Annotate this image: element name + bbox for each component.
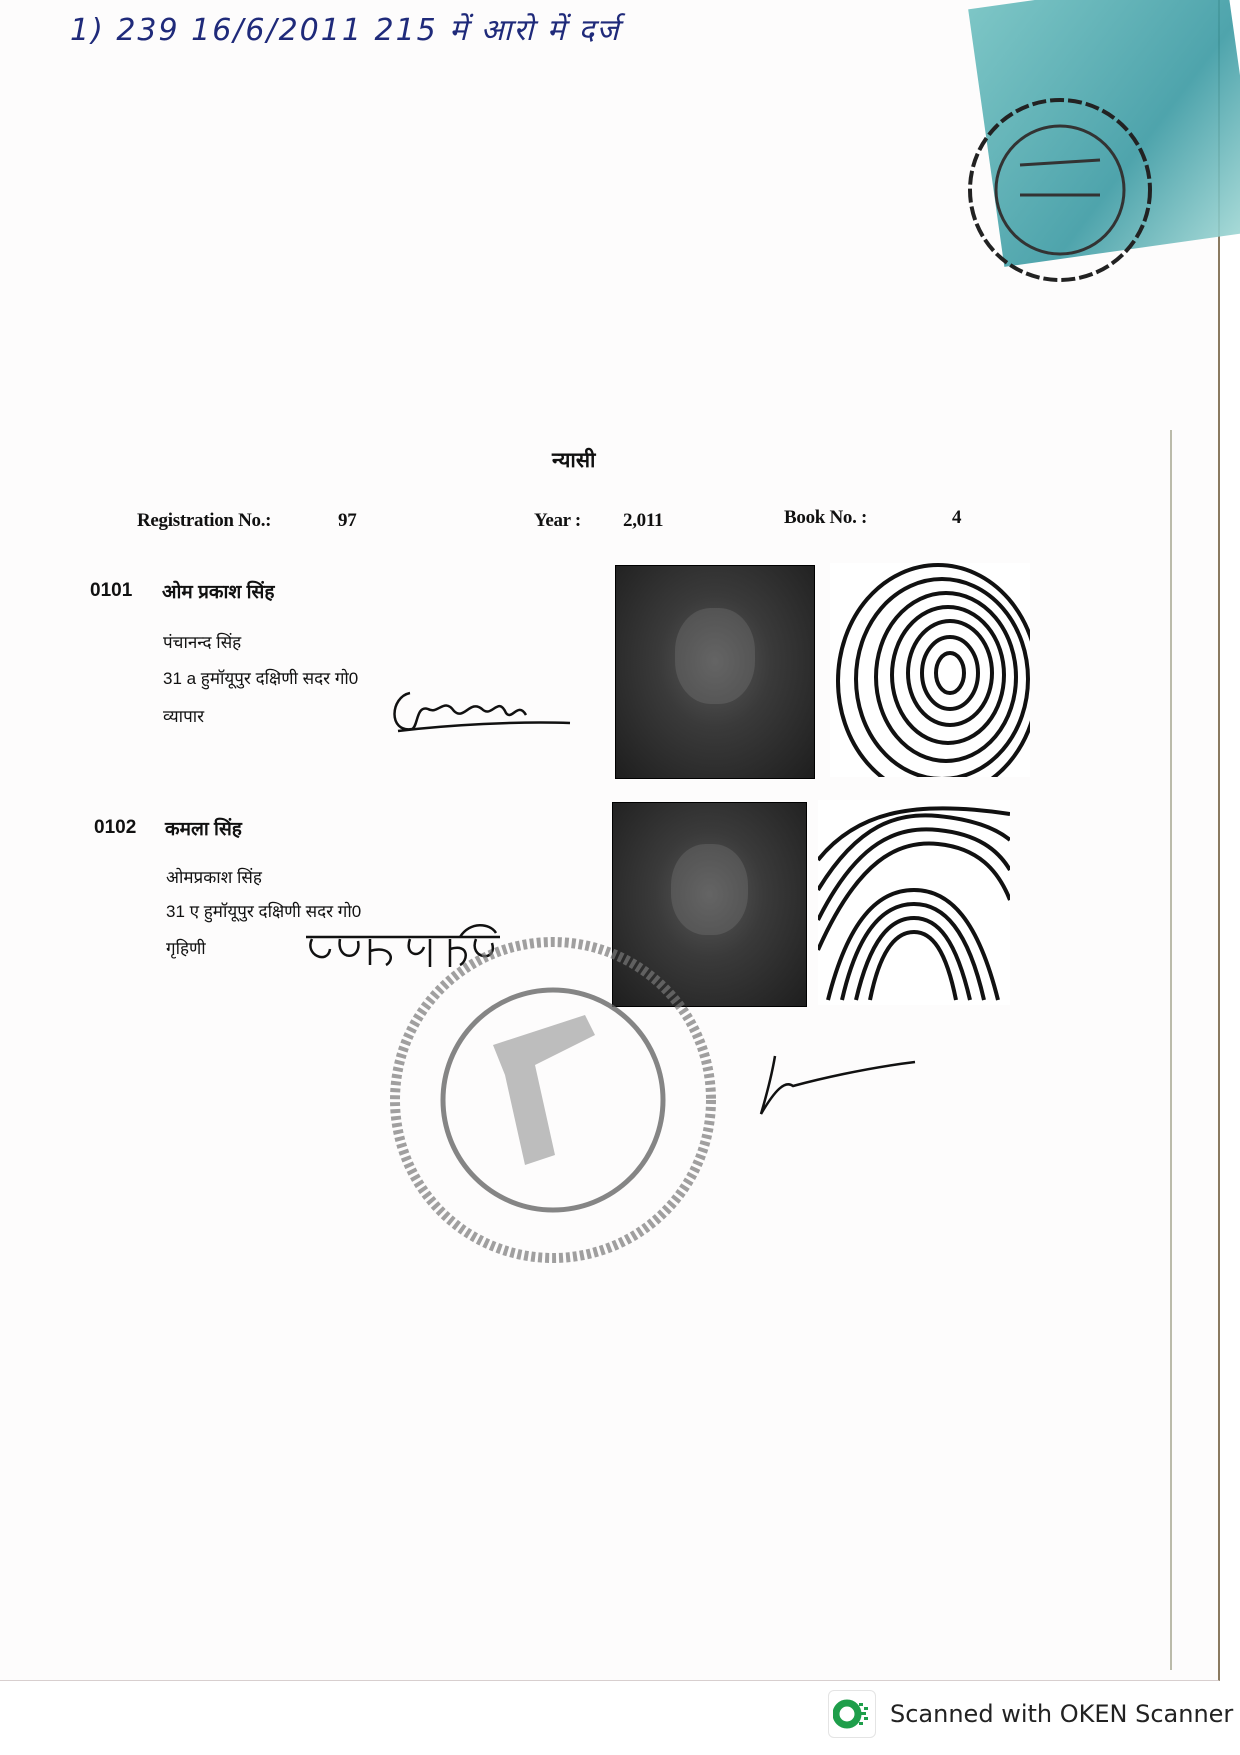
person-occupation: व्यापार bbox=[163, 707, 205, 726]
book-value: 4 bbox=[952, 507, 962, 528]
oken-logo-icon bbox=[828, 1690, 876, 1738]
person-address: 31 a हुमॉयूपुर दक्षिणी सदर गो0 bbox=[163, 669, 359, 688]
office-seal-icon bbox=[385, 935, 725, 1265]
official-initials bbox=[755, 1050, 920, 1120]
person-serial: 0101 bbox=[90, 580, 133, 601]
signature-1 bbox=[388, 685, 578, 740]
person-name: कमला सिंह bbox=[165, 819, 242, 840]
fingerprint-2 bbox=[818, 800, 1010, 1005]
scanner-watermark bbox=[828, 1690, 1233, 1738]
person-address: 31 ए हुमॉयूपुर दक्षिणी सदर गो0 bbox=[166, 902, 362, 921]
registration-value: 97 bbox=[338, 510, 357, 531]
handwritten-note: 1) 239 16/6/2011 215 में आरो में दर्ज bbox=[70, 13, 621, 48]
document-title: न्यासी bbox=[552, 449, 596, 472]
person-name: ओम प्रकाश सिंह bbox=[162, 582, 275, 603]
person-photo bbox=[615, 565, 815, 779]
registration-label: Registration No.: bbox=[137, 510, 272, 531]
year-value: 2,011 bbox=[623, 510, 664, 531]
person-occupation: गृहिणी bbox=[166, 939, 206, 958]
person-relative: पंचानन्द सिंह bbox=[163, 633, 242, 652]
fingerprint-1 bbox=[830, 563, 1030, 777]
year-label: Year : bbox=[534, 510, 581, 531]
book-label: Book No. : bbox=[784, 507, 868, 528]
page-edge bbox=[1170, 430, 1172, 1670]
scanner-watermark-text: Scanned with OKEN Scanner bbox=[890, 1700, 1234, 1728]
registry-seal-icon bbox=[950, 70, 1180, 300]
person-serial: 0102 bbox=[94, 817, 137, 838]
person-relative: ओमप्रकाश सिंह bbox=[166, 868, 262, 887]
